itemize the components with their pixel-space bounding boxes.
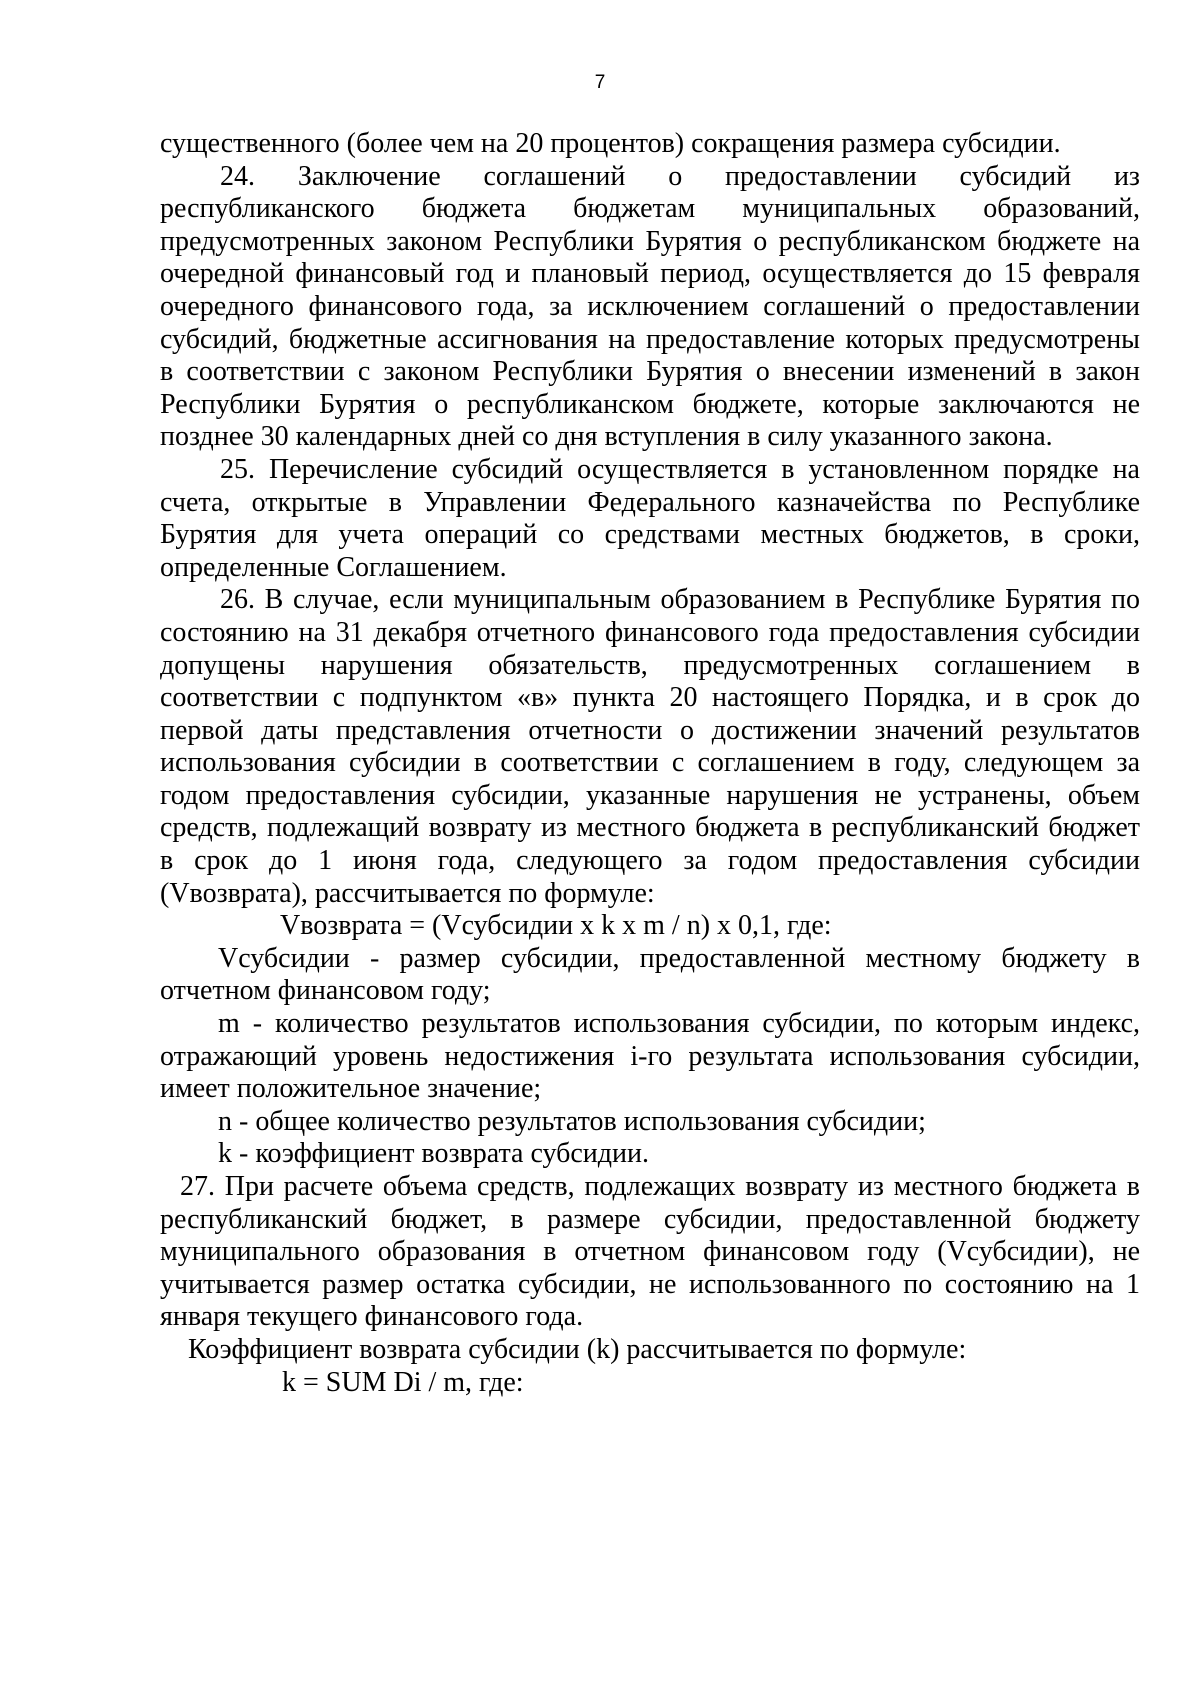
definition-m: m - количество результатов использования субсидии, по которым индекс, отражающий уровень недостижения i-го результата использования субсидии, имеет положительное значение; — [160, 1008, 1140, 1105]
document-body — [160, 128, 1140, 1399]
paragraph-24: 24. Заключение соглашений о предоставлении субсидий из республиканского бюджета бюджетам муниципальных образований, предусмотренных законом Республики Бурятия о республиканском бюджете на очередной финансовый год и плановый период, осуществляется до 15 февраля очередного финансового года, за исключением соглашений о предоставлении субсидий, бюджетные ассигнования на предоставление которых предусмотрены в соответствии с законом Республики Бурятия о внесении изменений в закон Республики Бурятия о республиканском бюджете, которые заключаются не позднее 30 календарных дней со дня вступления в силу указанного закона. — [160, 160, 1140, 453]
page-number: 7 — [594, 72, 606, 93]
definition-k: k - коэффициент возврата субсидии. — [218, 1138, 650, 1170]
paragraph-25: 25. Перечисление субсидий осуществляется в установленном порядке на счета, открытые в Управлении Федерального казначейства по Республике Бурятия для учета операций со средствами местных бюджетов, в сроки, определенные Соглашением. — [160, 453, 1140, 583]
formula-return-volume: Vвозврата = (Vсубсидии x k x m / n) x 0,1, где: — [280, 910, 832, 942]
paragraph-27: 27. При расчете объема средств, подлежащих возврату из местного бюджета в республиканский бюджет, в размере субсидии, предоставленной бюджету муниципального образования в отчетном финансовом году (Vсубсидии), не учитывается размер остатка субсидии, не использованного по состоянию на 1 января текущего финансового года. — [160, 1171, 1140, 1333]
formula-definitions — [160, 943, 1140, 1171]
definition-n: n - общее количество результатов использования субсидии; — [218, 1105, 926, 1137]
paragraph-continuation: существенного (более чем на 20 процентов) сокращения размера субсидии. — [160, 128, 1061, 159]
formula-coefficient: k = SUM Di / m, где: — [282, 1366, 524, 1398]
definition-v-subsidy: Vсубсидии - размер субсидии, предоставленной местному бюджету в отчетном финансовом году; — [160, 942, 1140, 1007]
paragraph-coefficient: Коэффициент возврата субсидии (k) рассчитывается по формуле: — [188, 1333, 967, 1365]
paragraph-26: 26. В случае, если муниципальным образованием в Республике Бурятия по состоянию на 31 декабря отчетного финансового года предоставления субсидии допущены нарушения обязательств, предусмотренных соглашением в соответствии с подпунктом «в» пункта 20 настоящего Порядка, и в срок до первой даты представления отчетности о достижении значений результатов использования субсидии в соответствии с соглашением в году, следующем за годом предоставления субсидии, указанные нарушения не устранены, объем средств, подлежащий возврату из местного бюджета в республиканский бюджет в срок до 1 июня года, следующего за годом предоставления субсидии (Vвозврата), рассчитывается по формуле: — [160, 584, 1140, 909]
